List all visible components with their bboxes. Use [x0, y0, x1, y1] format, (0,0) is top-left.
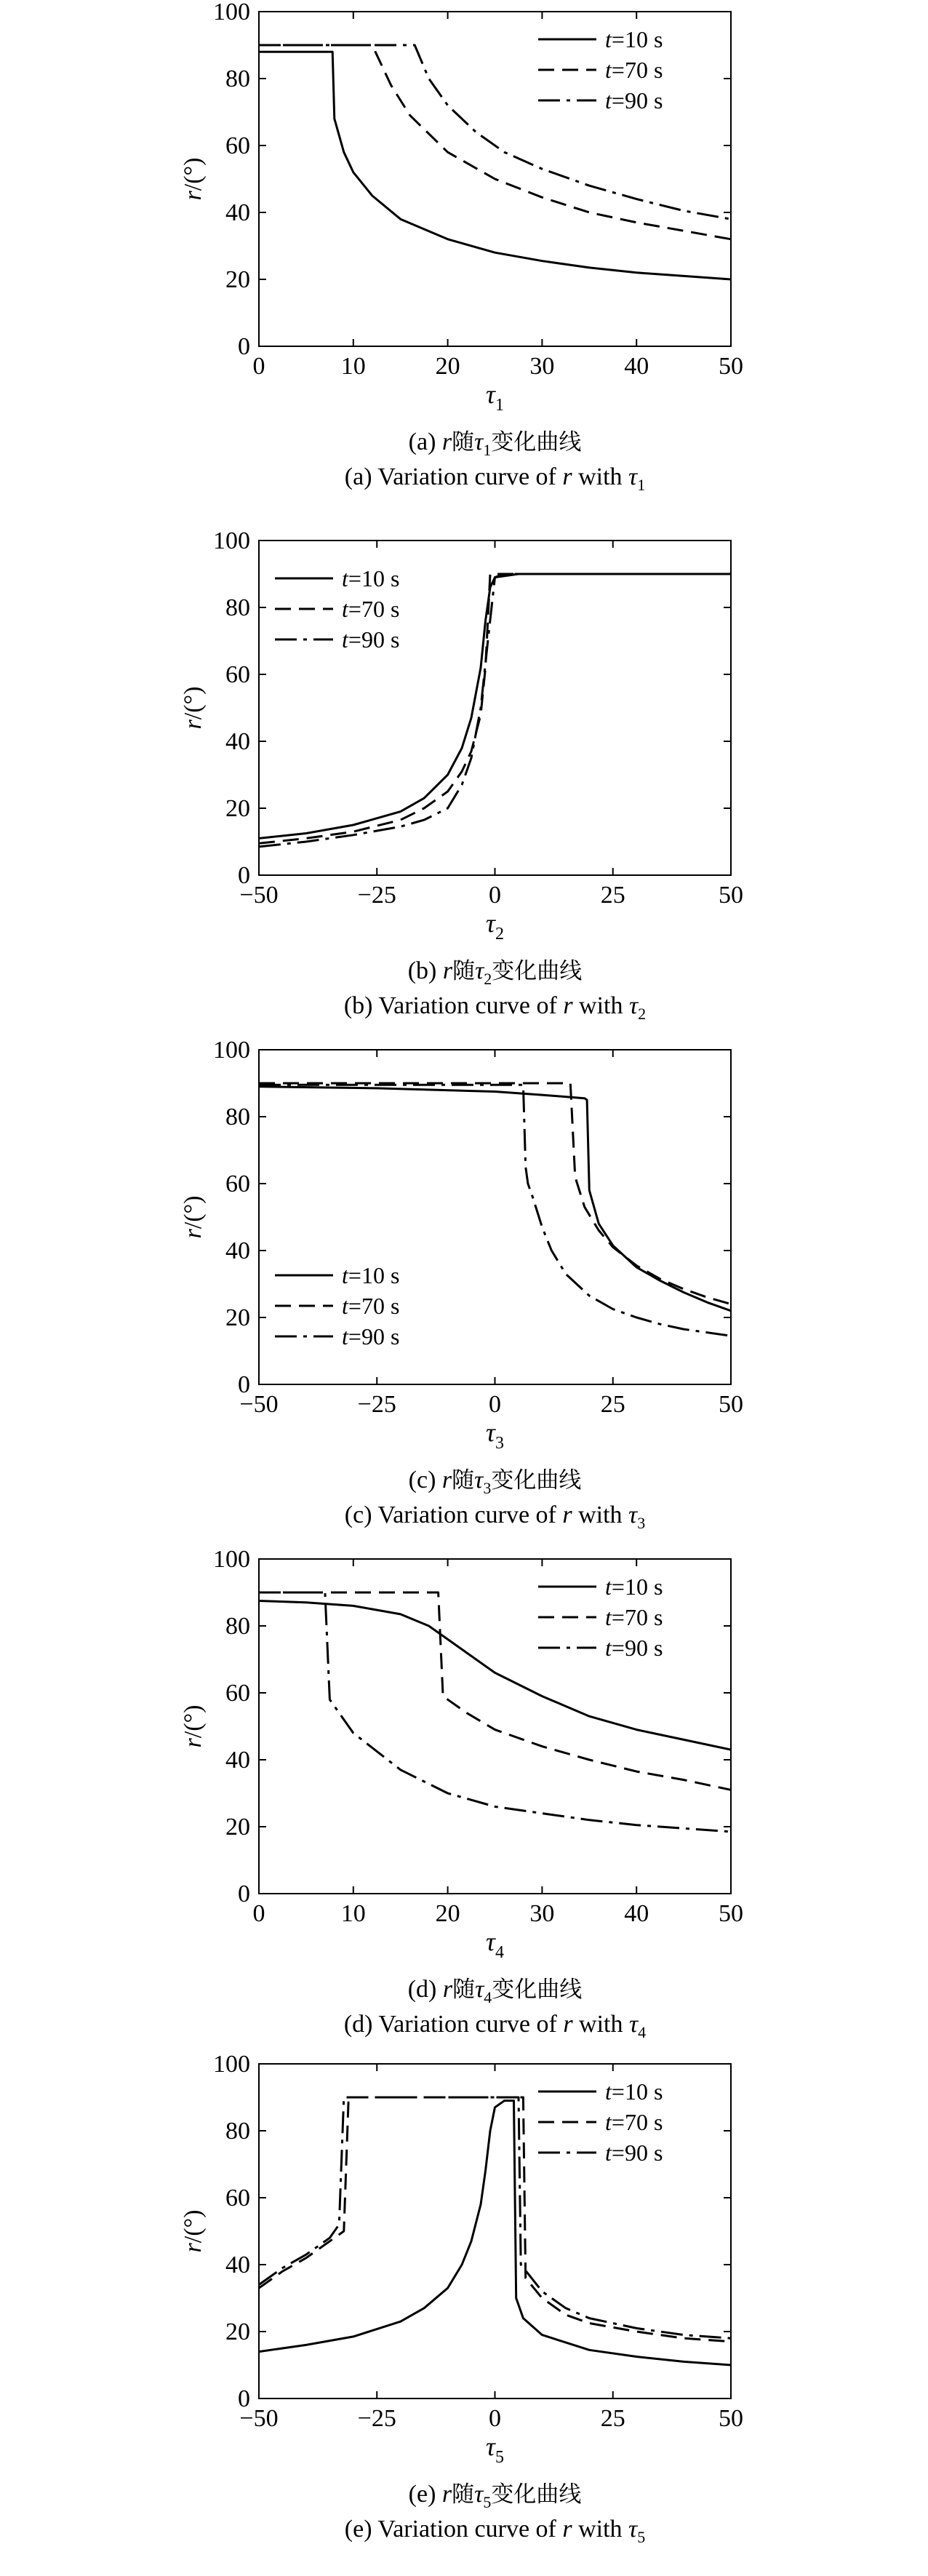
legend-text: =10 s	[348, 1262, 400, 1288]
x-axis-symbol: τ	[486, 380, 495, 409]
caption-en	[345, 2516, 645, 2546]
legend-var: t	[605, 26, 612, 52]
caption-cn-sub: 2	[484, 970, 492, 988]
y-tick-label: 80	[225, 1613, 250, 1640]
x-tick-label: 50	[719, 353, 743, 380]
caption-en-sub: 4	[638, 2023, 647, 2041]
y-tick-label: 20	[225, 266, 250, 293]
caption-cn-tau: τ	[475, 957, 484, 984]
x-tick-label: 20	[435, 353, 460, 380]
caption-en-tau: τ	[628, 2516, 638, 2543]
y-tick-label: 0	[238, 1881, 250, 1907]
x-axis-label	[486, 380, 504, 415]
caption-cn-suffix: 变化曲线	[491, 2481, 582, 2508]
caption-cn-suffix: 变化曲线	[492, 1977, 583, 2003]
x-axis-subscript: 4	[495, 1943, 504, 1962]
y-tick-label: 100	[213, 527, 250, 554]
legend-text: =90 s	[348, 1323, 400, 1349]
legend-var: t	[605, 1604, 612, 1630]
y-axis-unit: /(°)	[180, 2209, 207, 2244]
legend-text: =10 s	[611, 26, 663, 52]
caption-en	[345, 463, 645, 494]
plot-frame	[259, 541, 731, 875]
legend-text: =90 s	[611, 2140, 663, 2166]
caption-en-prefix: (b) Variation curve of	[343, 992, 564, 1019]
caption-en-prefix: (c) Variation curve of	[344, 1502, 563, 1528]
x-axis-label	[486, 2432, 504, 2467]
legend-var: t	[342, 565, 348, 591]
legend-var: t	[342, 1293, 348, 1319]
caption-cn	[409, 428, 582, 459]
legend-var: t	[342, 626, 348, 653]
y-tick-label: 100	[213, 1037, 250, 1064]
series-group	[259, 1083, 731, 1336]
y-axis-unit: /(°)	[180, 1704, 207, 1739]
caption-en-tau: τ	[628, 1502, 638, 1528]
y-axis-label	[180, 1196, 207, 1239]
x-axis-symbol: τ	[486, 1927, 495, 1956]
caption-en-sub: 5	[637, 2528, 646, 2546]
series-line-2	[259, 574, 731, 843]
legend-text: =70 s	[611, 2109, 663, 2135]
series-group	[259, 2097, 731, 2365]
x-tick-label: 0	[252, 1900, 265, 1927]
caption-en-tau: τ	[628, 463, 638, 490]
x-axis-label	[486, 909, 504, 944]
x-tick-label: 25	[600, 1391, 625, 1418]
x-tick-label: 0	[489, 1391, 501, 1418]
y-axis-label	[180, 1705, 207, 1748]
legend-label-2	[342, 1293, 399, 1319]
caption-en-tau: τ	[629, 992, 639, 1019]
legend-var: t	[605, 87, 612, 113]
plot-frame	[259, 1050, 731, 1384]
caption-cn-tau: τ	[475, 1976, 484, 2003]
caption-en-var: r	[562, 2516, 572, 2543]
legend-var: t	[342, 1323, 348, 1349]
legend-label-2	[342, 596, 399, 622]
caption-cn-var: r	[441, 1467, 452, 1494]
chart-panel-d	[180, 1546, 743, 2041]
y-tick-label: 20	[225, 2318, 250, 2345]
chart-panel-a	[180, 0, 743, 494]
caption-en-mid: with	[572, 2516, 629, 2543]
caption-cn-sub: 1	[483, 441, 492, 459]
x-tick-label: −50	[239, 2405, 279, 2432]
legend-text: =10 s	[348, 565, 400, 591]
caption-cn	[409, 2481, 582, 2511]
legend-label-1	[605, 2078, 663, 2105]
caption-en-var: r	[563, 992, 573, 1019]
caption-cn-mid: 随	[452, 958, 476, 984]
legend-label-3	[342, 626, 399, 653]
caption-en	[344, 992, 646, 1023]
legend-text: =90 s	[611, 87, 663, 113]
x-tick-label: 40	[624, 353, 649, 380]
x-tick-label: −25	[357, 882, 396, 909]
legend-var: t	[605, 2078, 612, 2105]
y-tick-label: 100	[213, 1546, 250, 1573]
caption-en-sub: 1	[637, 476, 646, 494]
caption-cn-var: r	[441, 428, 452, 455]
legend	[275, 1262, 399, 1349]
y-tick-label: 80	[225, 65, 250, 92]
x-axis-subscript: 1	[495, 396, 504, 415]
caption-cn-sub: 3	[483, 1479, 492, 1497]
y-tick-label: 20	[225, 1814, 250, 1841]
caption-cn-prefix: (e)	[408, 2481, 442, 2508]
legend-text: =90 s	[611, 1635, 663, 1661]
legend-label-1	[342, 565, 399, 591]
legend-var: t	[342, 596, 348, 622]
caption-cn-suffix: 变化曲线	[491, 429, 582, 455]
caption-en-mid: with	[572, 992, 629, 1019]
caption-cn-mid: 随	[452, 1467, 475, 1494]
series-line-3	[259, 1085, 731, 1336]
caption-cn-var: r	[442, 957, 453, 984]
legend	[538, 2078, 663, 2166]
chart-panel-c	[180, 1037, 743, 1532]
chart-panel-b	[180, 527, 743, 1023]
caption-cn	[409, 1467, 582, 1497]
legend-text: =10 s	[611, 2078, 663, 2105]
legend-text: =70 s	[348, 596, 400, 622]
caption-en-mid: with	[572, 463, 629, 490]
y-axis-label	[180, 158, 207, 201]
x-tick-label: 0	[489, 882, 501, 909]
x-axis-label	[486, 1418, 504, 1453]
legend-label-2	[605, 57, 663, 83]
caption-cn-sub: 4	[484, 1988, 492, 2006]
caption-en-var: r	[562, 463, 572, 490]
x-axis-symbol: τ	[486, 909, 495, 938]
legend-text: =70 s	[348, 1293, 400, 1319]
caption-cn-mid: 随	[452, 1977, 476, 2003]
y-tick-label: 0	[238, 1371, 250, 1398]
caption-en-mid: with	[572, 2011, 629, 2038]
x-tick-label: −50	[239, 882, 279, 909]
y-tick-label: 60	[225, 2185, 250, 2212]
legend-label-3	[605, 2140, 663, 2166]
caption-en-tau: τ	[629, 2011, 639, 2038]
caption-cn-suffix: 变化曲线	[491, 1467, 582, 1494]
x-axis-symbol: τ	[486, 2432, 495, 2461]
x-tick-label: 40	[624, 1900, 649, 1927]
caption-en-var: r	[562, 1502, 572, 1528]
y-tick-label: 80	[225, 594, 250, 621]
caption-cn-tau: τ	[474, 428, 484, 455]
y-tick-label: 60	[225, 661, 250, 688]
caption-cn	[408, 1976, 583, 2006]
y-axis-unit: /(°)	[180, 686, 207, 720]
y-tick-label: 60	[225, 132, 250, 159]
y-axis-label	[180, 687, 207, 730]
caption-cn-prefix: (b)	[407, 957, 443, 984]
caption-cn-var: r	[442, 1976, 453, 2003]
y-axis-symbol: r	[180, 2243, 207, 2253]
series-line-2	[259, 1083, 731, 1304]
y-tick-label: 0	[238, 862, 250, 889]
x-axis-label	[486, 1927, 504, 1962]
y-axis-label	[180, 2210, 207, 2253]
x-tick-label: −25	[357, 2405, 396, 2432]
x-axis-subscript: 5	[495, 2448, 504, 2467]
legend-label-3	[605, 87, 663, 113]
x-tick-label: 50	[719, 2405, 743, 2432]
caption-en-prefix: (d) Variation curve of	[343, 2011, 564, 2038]
y-tick-label: 80	[225, 2118, 250, 2145]
x-axis-symbol: τ	[486, 1418, 495, 1447]
y-tick-label: 0	[238, 333, 250, 360]
legend-var: t	[605, 1574, 612, 1600]
legend-label-3	[342, 1323, 399, 1349]
caption-en-sub: 3	[637, 1514, 646, 1532]
caption-cn-mid: 随	[452, 429, 475, 455]
legend-label-2	[605, 1604, 663, 1630]
legend-label-2	[605, 2109, 663, 2135]
x-axis-subscript: 3	[495, 1434, 504, 1453]
x-tick-label: 30	[529, 1900, 555, 1927]
series-group	[259, 574, 731, 847]
x-tick-label: 0	[489, 2405, 501, 2432]
y-tick-label: 80	[225, 1104, 250, 1131]
x-axis-subscript: 2	[495, 925, 504, 944]
caption-cn-sub: 5	[483, 2493, 492, 2511]
y-tick-label: 40	[225, 1237, 250, 1264]
y-tick-label: 40	[225, 728, 250, 755]
caption-cn-prefix: (d)	[407, 1976, 443, 2003]
legend	[538, 26, 663, 113]
caption-en	[344, 2011, 646, 2041]
legend-text: =70 s	[611, 1604, 663, 1630]
x-tick-label: 25	[600, 882, 625, 909]
legend	[275, 565, 399, 653]
y-tick-label: 40	[225, 199, 250, 226]
legend	[538, 1574, 663, 1661]
x-tick-label: 30	[529, 353, 555, 380]
legend-var: t	[605, 2109, 612, 2135]
y-axis-symbol: r	[180, 1738, 207, 1748]
y-tick-label: 40	[225, 2252, 250, 2278]
legend-var: t	[605, 1635, 612, 1661]
x-tick-label: 50	[719, 1391, 743, 1418]
legend-label-3	[605, 1635, 663, 1661]
x-tick-label: 0	[252, 353, 265, 380]
legend-label-1	[605, 26, 663, 52]
x-tick-label: 20	[435, 1900, 460, 1927]
caption-en-var: r	[563, 2011, 573, 2038]
x-tick-label: 10	[340, 353, 366, 380]
caption-en	[345, 1502, 645, 1532]
caption-en-mid: with	[572, 1502, 629, 1528]
y-tick-label: 100	[213, 0, 250, 25]
legend-text: =90 s	[348, 626, 400, 653]
caption-en-prefix: (a) Variation curve of	[344, 463, 563, 490]
caption-cn-prefix: (c)	[408, 1467, 442, 1494]
series-line-1	[259, 52, 731, 279]
caption-cn-mid: 随	[452, 2481, 475, 2508]
x-tick-label: 50	[719, 1900, 743, 1927]
y-axis-unit: /(°)	[180, 1195, 207, 1229]
y-tick-label: 0	[238, 2385, 250, 2412]
y-tick-label: 60	[225, 1680, 250, 1707]
y-tick-label: 60	[225, 1171, 250, 1197]
legend-var: t	[605, 2140, 612, 2166]
legend-var: t	[342, 1262, 348, 1288]
series-line-1	[259, 1087, 731, 1311]
x-tick-label: −50	[239, 1391, 279, 1418]
y-tick-label: 20	[225, 1304, 250, 1331]
legend-label-1	[605, 1574, 663, 1600]
y-tick-label: 40	[225, 1747, 250, 1774]
legend-text: =70 s	[611, 57, 663, 83]
x-tick-label: 25	[600, 2405, 625, 2432]
y-axis-symbol: r	[180, 719, 207, 730]
x-tick-label: 50	[719, 882, 743, 909]
caption-cn-prefix: (a)	[408, 428, 442, 455]
y-axis-symbol: r	[180, 1229, 207, 1239]
y-axis-unit: /(°)	[180, 157, 207, 191]
y-tick-label: 20	[225, 795, 250, 822]
caption-cn-tau: τ	[474, 2481, 484, 2508]
y-tick-label: 100	[213, 2051, 250, 2078]
chart-panel-e	[180, 2051, 743, 2546]
series-line-3	[259, 574, 731, 847]
x-tick-label: −25	[357, 1391, 396, 1418]
caption-en-sub: 2	[638, 1005, 647, 1023]
legend-label-1	[342, 1262, 399, 1288]
caption-cn-tau: τ	[474, 1467, 484, 1494]
legend-text: =10 s	[611, 1574, 663, 1600]
x-tick-label: 10	[340, 1900, 366, 1927]
caption-cn-var: r	[441, 2481, 452, 2508]
caption-cn-suffix: 变化曲线	[492, 958, 583, 984]
caption-cn	[408, 957, 583, 988]
series-line-1	[259, 574, 731, 838]
caption-en-prefix: (e) Variation curve of	[344, 2516, 563, 2543]
y-axis-symbol: r	[180, 191, 207, 201]
legend-var: t	[605, 57, 612, 83]
